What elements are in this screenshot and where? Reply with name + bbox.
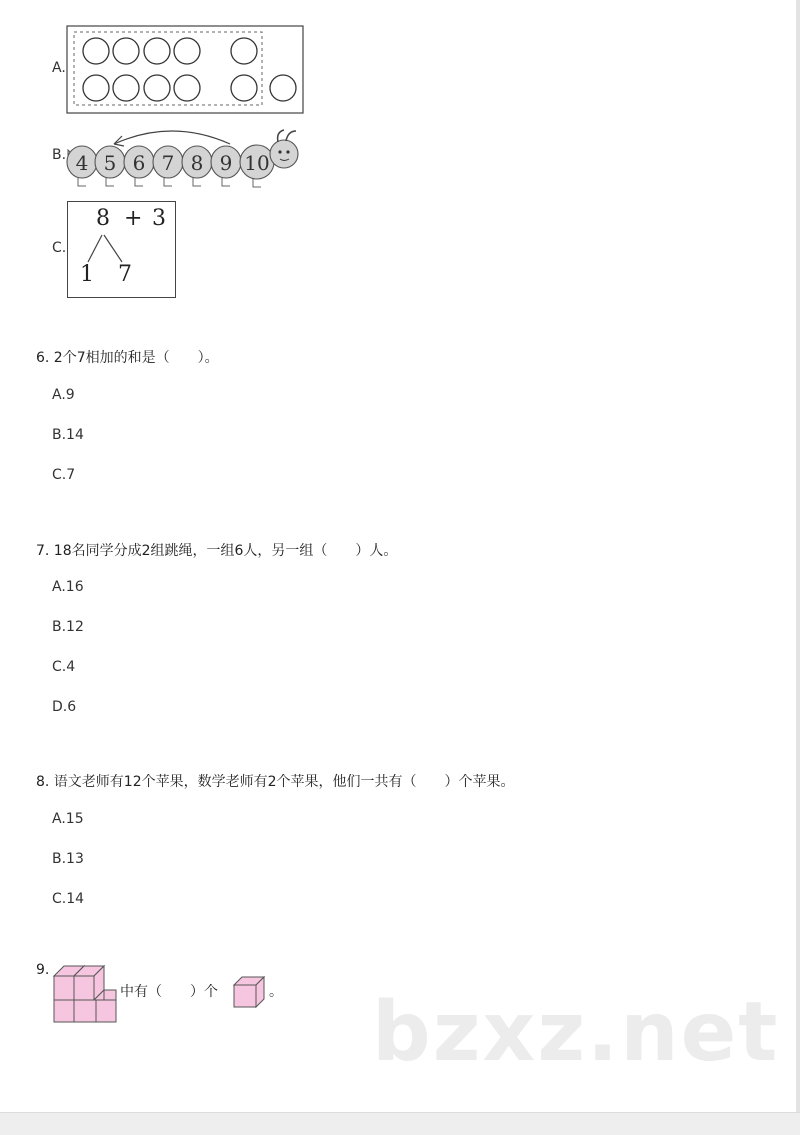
- circle: [174, 75, 200, 101]
- circle: [174, 38, 200, 64]
- split-right: 7: [118, 262, 132, 287]
- q8-option-a: A.15: [52, 811, 84, 827]
- split-left: 1: [80, 262, 94, 287]
- q6-option-c: C.7: [52, 467, 76, 483]
- q7-option-c: C.4: [52, 659, 76, 675]
- caterpillar-number: 4: [75, 151, 89, 175]
- split-lines: [82, 234, 132, 264]
- circle: [83, 38, 109, 64]
- option-a-circles-figure: [66, 25, 306, 115]
- circle: [144, 75, 170, 101]
- page-right-edge: [796, 0, 800, 1134]
- circle: [83, 75, 109, 101]
- question-6: 6. 2个7相加的和是（ ）。: [36, 350, 219, 366]
- split-top-a: 8: [96, 206, 110, 231]
- q7-option-d: D.6: [52, 699, 77, 715]
- option-b-label: B.: [52, 147, 67, 163]
- watermark: bzxz.net: [372, 985, 780, 1080]
- question-8: 8. 语文老师有12个苹果，数学老师有2个苹果，他们一共有（ ）个苹果。: [36, 774, 515, 790]
- option-c-split-box: [67, 201, 176, 298]
- q7-option-b: B.12: [52, 619, 84, 635]
- split-plus: +: [124, 206, 143, 231]
- q8-option-b: B.13: [52, 851, 84, 867]
- circle: [231, 38, 257, 64]
- question-9-number: 9.: [36, 962, 50, 978]
- question-9-text: 中有（ ）个: [120, 984, 218, 1000]
- circle: [113, 75, 139, 101]
- page-bottom-bar: [0, 1112, 800, 1135]
- q7-option-a: A.16: [52, 579, 84, 595]
- option-a-label: A.: [52, 60, 66, 76]
- caterpillar-number: 10: [244, 151, 270, 175]
- option-c-label: C.: [52, 240, 67, 256]
- cube-stack-figure: [52, 958, 120, 1024]
- q8-option-c: C.14: [52, 891, 85, 907]
- circle: [113, 38, 139, 64]
- caterpillar-number: 5: [103, 151, 117, 175]
- circle: [231, 75, 257, 101]
- caterpillar-number: 7: [161, 151, 175, 175]
- question-9-end: 。: [269, 984, 283, 1000]
- single-cube-icon: [232, 975, 268, 1009]
- caterpillar-number: 9: [219, 151, 233, 175]
- caterpillar-number: 8: [190, 151, 204, 175]
- caterpillar-number: 6: [132, 151, 146, 175]
- question-7: 7. 18名同学分成2组跳绳，一组6人，另一组（ ）人。: [36, 543, 398, 559]
- q6-option-b: B.14: [52, 427, 84, 443]
- q6-option-a: A.9: [52, 387, 75, 403]
- circle: [144, 38, 170, 64]
- split-top-b: 3: [152, 206, 166, 231]
- option-b-caterpillar-figure: [62, 122, 302, 194]
- circle: [270, 75, 296, 101]
